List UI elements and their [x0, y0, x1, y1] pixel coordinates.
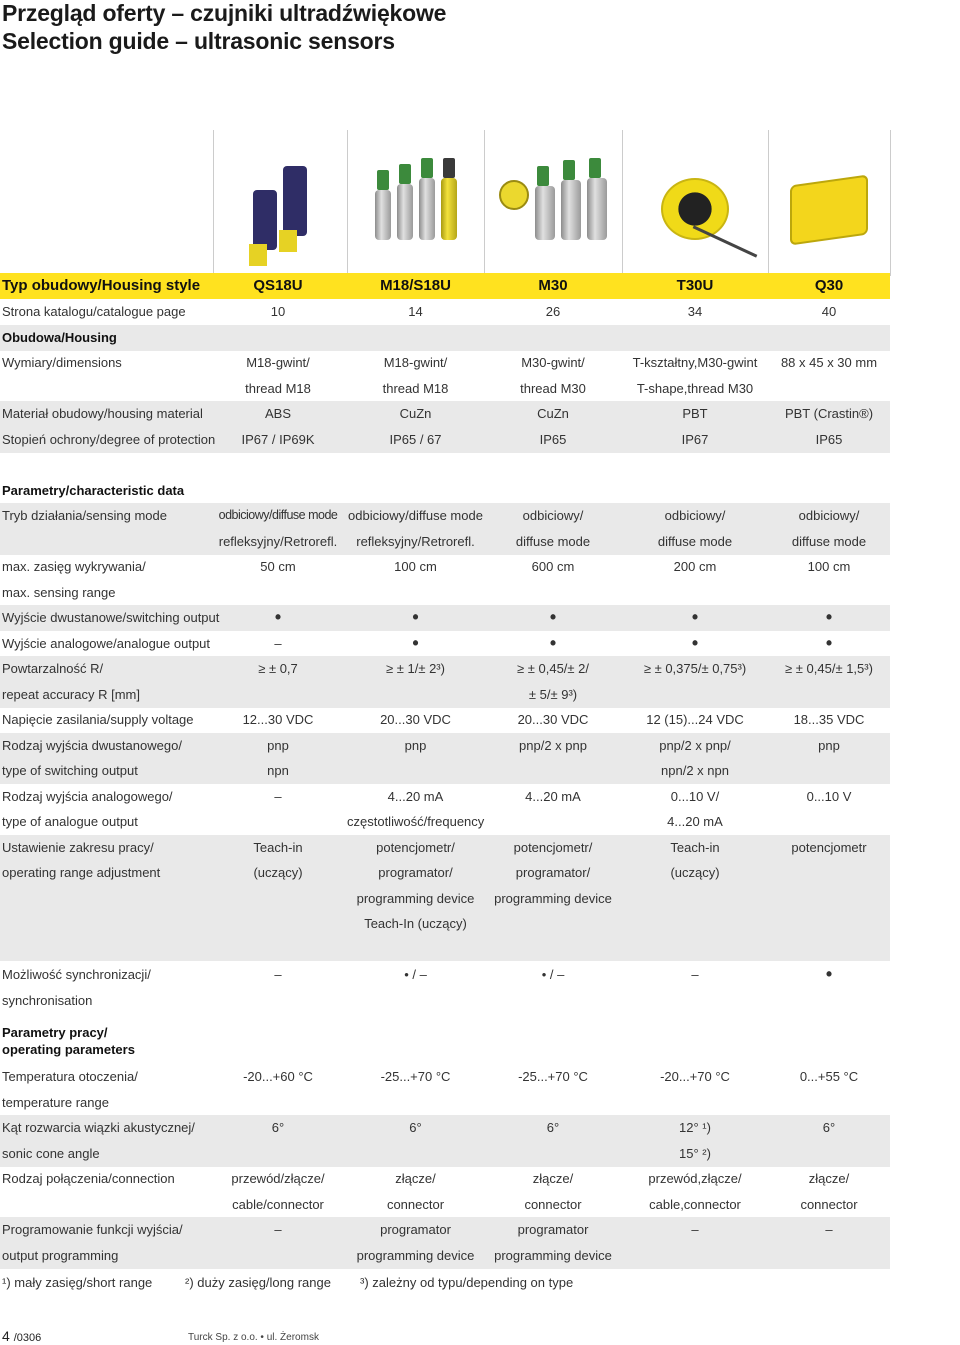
- range-adjustment-row-2: [0, 860, 890, 886]
- cell: IP65: [815, 432, 843, 447]
- bullet-icon: •: [549, 607, 557, 627]
- cell: 15° ²): [679, 1146, 711, 1161]
- row-label: type of switching output: [2, 763, 138, 778]
- section-heading: operating parameters: [2, 1042, 135, 1057]
- row-label: Powtarzalność R/: [2, 661, 104, 676]
- output-programming-row-2: [0, 1243, 890, 1269]
- cell: 100 cm: [394, 559, 437, 574]
- section-heading: Parametry/characteristic data: [2, 483, 185, 498]
- cell: 0...10 V/: [670, 789, 720, 804]
- cell: złącze/: [532, 1171, 574, 1186]
- connection-row-2: [0, 1192, 890, 1218]
- cell: (uczący): [253, 865, 303, 880]
- bullet-icon: •: [825, 607, 833, 627]
- row-label: Wyjście analogowe/analogue output: [2, 636, 211, 651]
- range-adjustment-row-4: [0, 911, 890, 961]
- cell: -20...+70 °C: [660, 1069, 730, 1084]
- row-label: Możliwość synchronizacji/: [2, 967, 151, 982]
- cell: IP67 / IP69K: [241, 432, 315, 447]
- row-label: Strona katalogu/catalogue page: [2, 304, 186, 319]
- row-label: Wyjście dwustanowe/switching output: [2, 610, 220, 625]
- row-label: output programming: [2, 1248, 119, 1263]
- cell: potencjometr/: [513, 840, 593, 855]
- analogue-type-row-2: [0, 809, 890, 835]
- cell: ABS: [264, 406, 291, 421]
- repeat-accuracy-row-2: [0, 682, 890, 708]
- cell: Teach-In (uczący): [364, 916, 467, 931]
- bullet-icon: •: [691, 633, 699, 653]
- cell: 4...20 mA: [525, 789, 581, 804]
- cell: –: [825, 1222, 833, 1237]
- switching-output-row: [0, 605, 890, 631]
- cell: Teach-in: [253, 840, 303, 855]
- cell: odbiciowy/: [522, 508, 584, 523]
- output-programming-row: [0, 1217, 890, 1243]
- cell: connector: [386, 1197, 445, 1212]
- cell: refleksyjny/Retrorefl.: [218, 534, 338, 549]
- cell: –: [274, 636, 282, 651]
- cell: M18-gwint/: [383, 355, 448, 370]
- row-label: synchronisation: [2, 993, 93, 1008]
- bullet-icon: •: [691, 607, 699, 627]
- cell: 600 cm: [531, 559, 575, 574]
- section-heading: Obudowa/Housing: [2, 330, 117, 345]
- title-polish: Przegląd oferty – czujniki ultradźwiękowe: [2, 0, 447, 26]
- cell: CuZn: [399, 406, 432, 421]
- cell: 20...30 VDC: [380, 712, 451, 727]
- cell: 50 cm: [260, 559, 296, 574]
- repeat-accuracy-row: [0, 656, 890, 682]
- cone-angle-row-2: [0, 1141, 890, 1167]
- sensing-mode-row: [0, 503, 890, 529]
- cell: –: [691, 1222, 699, 1237]
- bullet-icon: •: [274, 607, 282, 627]
- protection-row: [0, 427, 890, 453]
- cell: 200 cm: [673, 559, 717, 574]
- analogue-output-row: [0, 631, 890, 657]
- footnote-3: ³) zależny od typu/depending on type: [360, 1275, 574, 1290]
- cell: przewód,złącze/: [648, 1171, 742, 1186]
- title-english: Selection guide – ultrasonic sensors: [2, 28, 395, 54]
- col-header-m30: M30: [538, 277, 568, 294]
- cell: ≥ ± 0,45/± 2/: [517, 661, 589, 676]
- cell: odbiciowy/: [798, 508, 860, 523]
- cell: pnp: [267, 738, 289, 753]
- row-label: temperature range: [2, 1095, 109, 1110]
- cell: 4...20 mA: [667, 814, 723, 829]
- bullet-icon: •: [549, 633, 557, 653]
- cell: pnp/2 x pnp/: [659, 738, 731, 753]
- cell: 0...10 V: [806, 789, 852, 804]
- temperature-row: [0, 1064, 890, 1090]
- cell: 6°: [271, 1120, 285, 1135]
- housing-style-header: [0, 273, 890, 299]
- cell: PBT: [682, 406, 708, 421]
- cell: programator/: [515, 865, 591, 880]
- temperature-row-2: [0, 1090, 890, 1116]
- col-header-q30: Q30: [814, 277, 844, 294]
- cell: programming device: [356, 891, 475, 906]
- cell: Teach-in: [670, 840, 720, 855]
- cell: częstotliwość/frequency: [347, 814, 485, 829]
- row-label: Programowanie funkcji wyjścia/: [2, 1222, 183, 1237]
- supply-voltage-row: [0, 707, 890, 733]
- cell: 12° ¹): [679, 1120, 711, 1135]
- dimensions-row: [0, 350, 890, 376]
- cell: 26: [545, 304, 561, 319]
- row-label: Materiał obudowy/housing material: [2, 406, 203, 421]
- cell: T-kształtny,M30-gwint: [632, 355, 758, 370]
- col-header-t30u: T30U: [676, 277, 714, 294]
- sensing-mode-row-2: [0, 529, 890, 555]
- cell: pnp/2 x pnp: [519, 738, 587, 753]
- cell: programator/: [378, 865, 453, 880]
- cell: cable,connector: [649, 1197, 741, 1212]
- cell: programator: [380, 1222, 451, 1237]
- analogue-type-row: [0, 784, 890, 810]
- cell: złącze/: [395, 1171, 436, 1186]
- cell: M18-gwint/: [246, 355, 310, 370]
- row-label: sonic cone angle: [2, 1146, 100, 1161]
- sensing-range-row: [0, 554, 890, 580]
- company-footer: Turck Sp. z o.o. • ul. Żeromsk: [188, 1332, 319, 1343]
- row-label: operating range adjustment: [2, 865, 161, 880]
- row-label: Tryb działania/sensing mode: [2, 508, 167, 523]
- issue-code: /0306: [13, 1332, 42, 1344]
- cell: M30-gwint/: [521, 355, 585, 370]
- cell: CuZn: [537, 406, 569, 421]
- bullet-icon: •: [825, 633, 833, 653]
- cell: T-shape,thread M30: [636, 381, 754, 396]
- row-label: Stopień ochrony/degree of protection: [2, 432, 216, 447]
- m30-sensor-image: [484, 160, 622, 240]
- cell: złącze/: [808, 1171, 850, 1186]
- row-label: type of analogue output: [2, 814, 138, 829]
- cell: potencjometr: [791, 840, 867, 855]
- cell: IP65: [539, 432, 567, 447]
- cell: thread M18: [382, 381, 449, 396]
- synchronisation-row-2: [0, 988, 890, 1014]
- cell: programming device: [494, 891, 612, 906]
- cell: pnp: [404, 738, 427, 753]
- cell: odbiciowy/: [664, 508, 726, 523]
- cell: –: [274, 967, 282, 982]
- row-label: Ustawienie zakresu pracy/: [2, 840, 154, 855]
- row-label: max. sensing range: [2, 585, 116, 600]
- cell: 40: [821, 304, 837, 319]
- operating-params-heading: [0, 1024, 890, 1041]
- cell: ≥ ± 0,45/± 1,5³): [785, 661, 873, 676]
- cell: connector: [800, 1197, 858, 1212]
- cell: przewód/złącze/: [231, 1171, 325, 1186]
- cell: -25...+70 °C: [518, 1069, 588, 1084]
- cell: odbiciowy/diffuse mode: [218, 508, 338, 522]
- params-section-row: [0, 478, 890, 504]
- cell: 6°: [822, 1120, 836, 1135]
- cell: npn/2 x npn: [661, 763, 729, 778]
- cell: ≥ ± 0,375/± 0,75³): [643, 661, 747, 676]
- cell: IP67: [681, 432, 709, 447]
- row-label: Wymiary/dimensions: [2, 355, 122, 370]
- cell: 34: [687, 304, 703, 319]
- sensing-range-row-2: [0, 580, 890, 606]
- cell: pnp: [818, 738, 840, 753]
- cell: 12...30 VDC: [242, 712, 314, 727]
- cell: programming device: [494, 1248, 612, 1263]
- cell: ≥ ± 0,7: [258, 661, 298, 676]
- range-adjustment-row: [0, 835, 890, 861]
- row-label: Rodzaj połączenia/connection: [2, 1171, 175, 1186]
- qs18u-sensor-image: [213, 150, 347, 250]
- cell: 4...20 mA: [387, 789, 444, 804]
- cell: ≥ ± 1/± 2³): [386, 661, 445, 676]
- cell: 20...30 VDC: [517, 712, 589, 727]
- dimensions-row-2: [0, 376, 890, 402]
- page-number-value: 4: [2, 1328, 10, 1344]
- page-number: [2, 1328, 41, 1344]
- row-label: Typ obudowy/Housing style: [2, 277, 201, 294]
- cell: ± 5/± 9³): [528, 687, 578, 702]
- row-label: Kąt rozwarcia wiązki akustycznej/: [2, 1120, 195, 1135]
- bullet-icon: •: [412, 633, 419, 653]
- operating-params-heading-2: [0, 1041, 890, 1058]
- cell: thread M18: [245, 381, 311, 396]
- cell: 100 cm: [807, 559, 851, 574]
- cell: programming device: [356, 1248, 475, 1263]
- cell: • / –: [404, 967, 427, 982]
- col-header-qs18u: QS18U: [253, 277, 303, 294]
- cell: –: [274, 1222, 282, 1237]
- cell: potencjometr/: [376, 840, 455, 855]
- switching-type-row: [0, 733, 890, 759]
- footnote-2: ²) duży zasięg/long range: [185, 1275, 331, 1290]
- housing-section-row: [0, 325, 890, 351]
- row-label: Napięcie zasilania/supply voltage: [2, 712, 194, 727]
- cell: 88 x 45 x 30 mm: [780, 355, 878, 370]
- cell: thread M30: [520, 381, 586, 396]
- material-row: [0, 401, 890, 427]
- cell: (uczący): [670, 865, 720, 880]
- cell: • / –: [541, 967, 565, 982]
- row-label: max. zasięg wykrywania/: [2, 559, 146, 574]
- cell: -20...+60 °C: [243, 1069, 313, 1084]
- m18-sensor-image: [347, 160, 484, 240]
- cell: connector: [524, 1197, 582, 1212]
- column-divider: [890, 130, 891, 276]
- cell: programator: [517, 1222, 589, 1237]
- cell: 12 (15)...24 VDC: [646, 712, 744, 727]
- bullet-icon: •: [412, 607, 419, 627]
- cell: cable/connector: [232, 1197, 324, 1212]
- row-label: Rodzaj wyjścia analogowego/: [2, 789, 173, 804]
- section-heading: Parametry pracy/: [2, 1025, 108, 1040]
- cell: 0...+55 °C: [799, 1069, 859, 1084]
- cell: PBT (Crastin®): [784, 406, 874, 421]
- cell: diffuse mode: [515, 534, 591, 549]
- footnote-1: ¹) mały zasięg/short range: [2, 1275, 153, 1290]
- cell: refleksyjny/Retrorefl.: [356, 534, 475, 549]
- cell: npn: [267, 763, 289, 778]
- cell: diffuse mode: [791, 534, 867, 549]
- cell: -25...+70 °C: [380, 1069, 451, 1084]
- cell: odbiciowy/diffuse mode: [348, 508, 483, 523]
- cell: IP65 / 67: [389, 432, 442, 447]
- col-header-m18: M18/S18U: [380, 277, 451, 294]
- cell: 14: [408, 304, 423, 319]
- cone-angle-row: [0, 1115, 890, 1141]
- range-adjustment-row-3: [0, 886, 890, 912]
- switching-type-row-2: [0, 758, 890, 784]
- q30-sensor-image: [768, 160, 890, 240]
- catalogue-page-row: [0, 299, 890, 325]
- cell: –: [274, 789, 282, 804]
- cell: 6°: [409, 1120, 422, 1135]
- cell: diffuse mode: [657, 534, 733, 549]
- cell: 10: [270, 304, 286, 319]
- row-label: Rodzaj wyjścia dwustanowego/: [2, 738, 182, 753]
- row-label: Temperatura otoczenia/: [2, 1069, 138, 1084]
- synchronisation-row: [0, 962, 890, 988]
- row-label: repeat accuracy R [mm]: [2, 687, 140, 702]
- cell: 18...35 VDC: [793, 712, 865, 727]
- connection-row: [0, 1166, 890, 1192]
- bullet-icon: •: [825, 964, 833, 984]
- cell: 6°: [546, 1120, 560, 1135]
- cell: –: [691, 967, 699, 982]
